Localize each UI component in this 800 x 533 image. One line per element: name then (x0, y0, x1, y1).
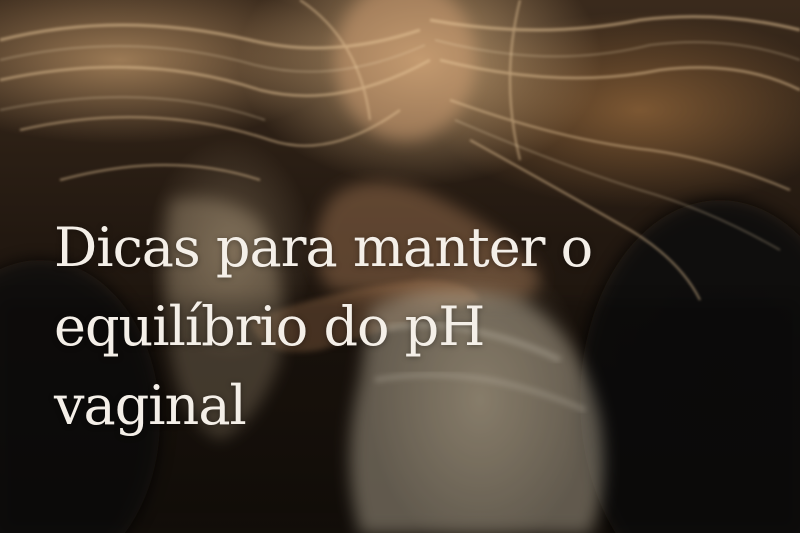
headline-title: Dicas para manter o equilíbrio do pH vaginal (54, 216, 593, 437)
